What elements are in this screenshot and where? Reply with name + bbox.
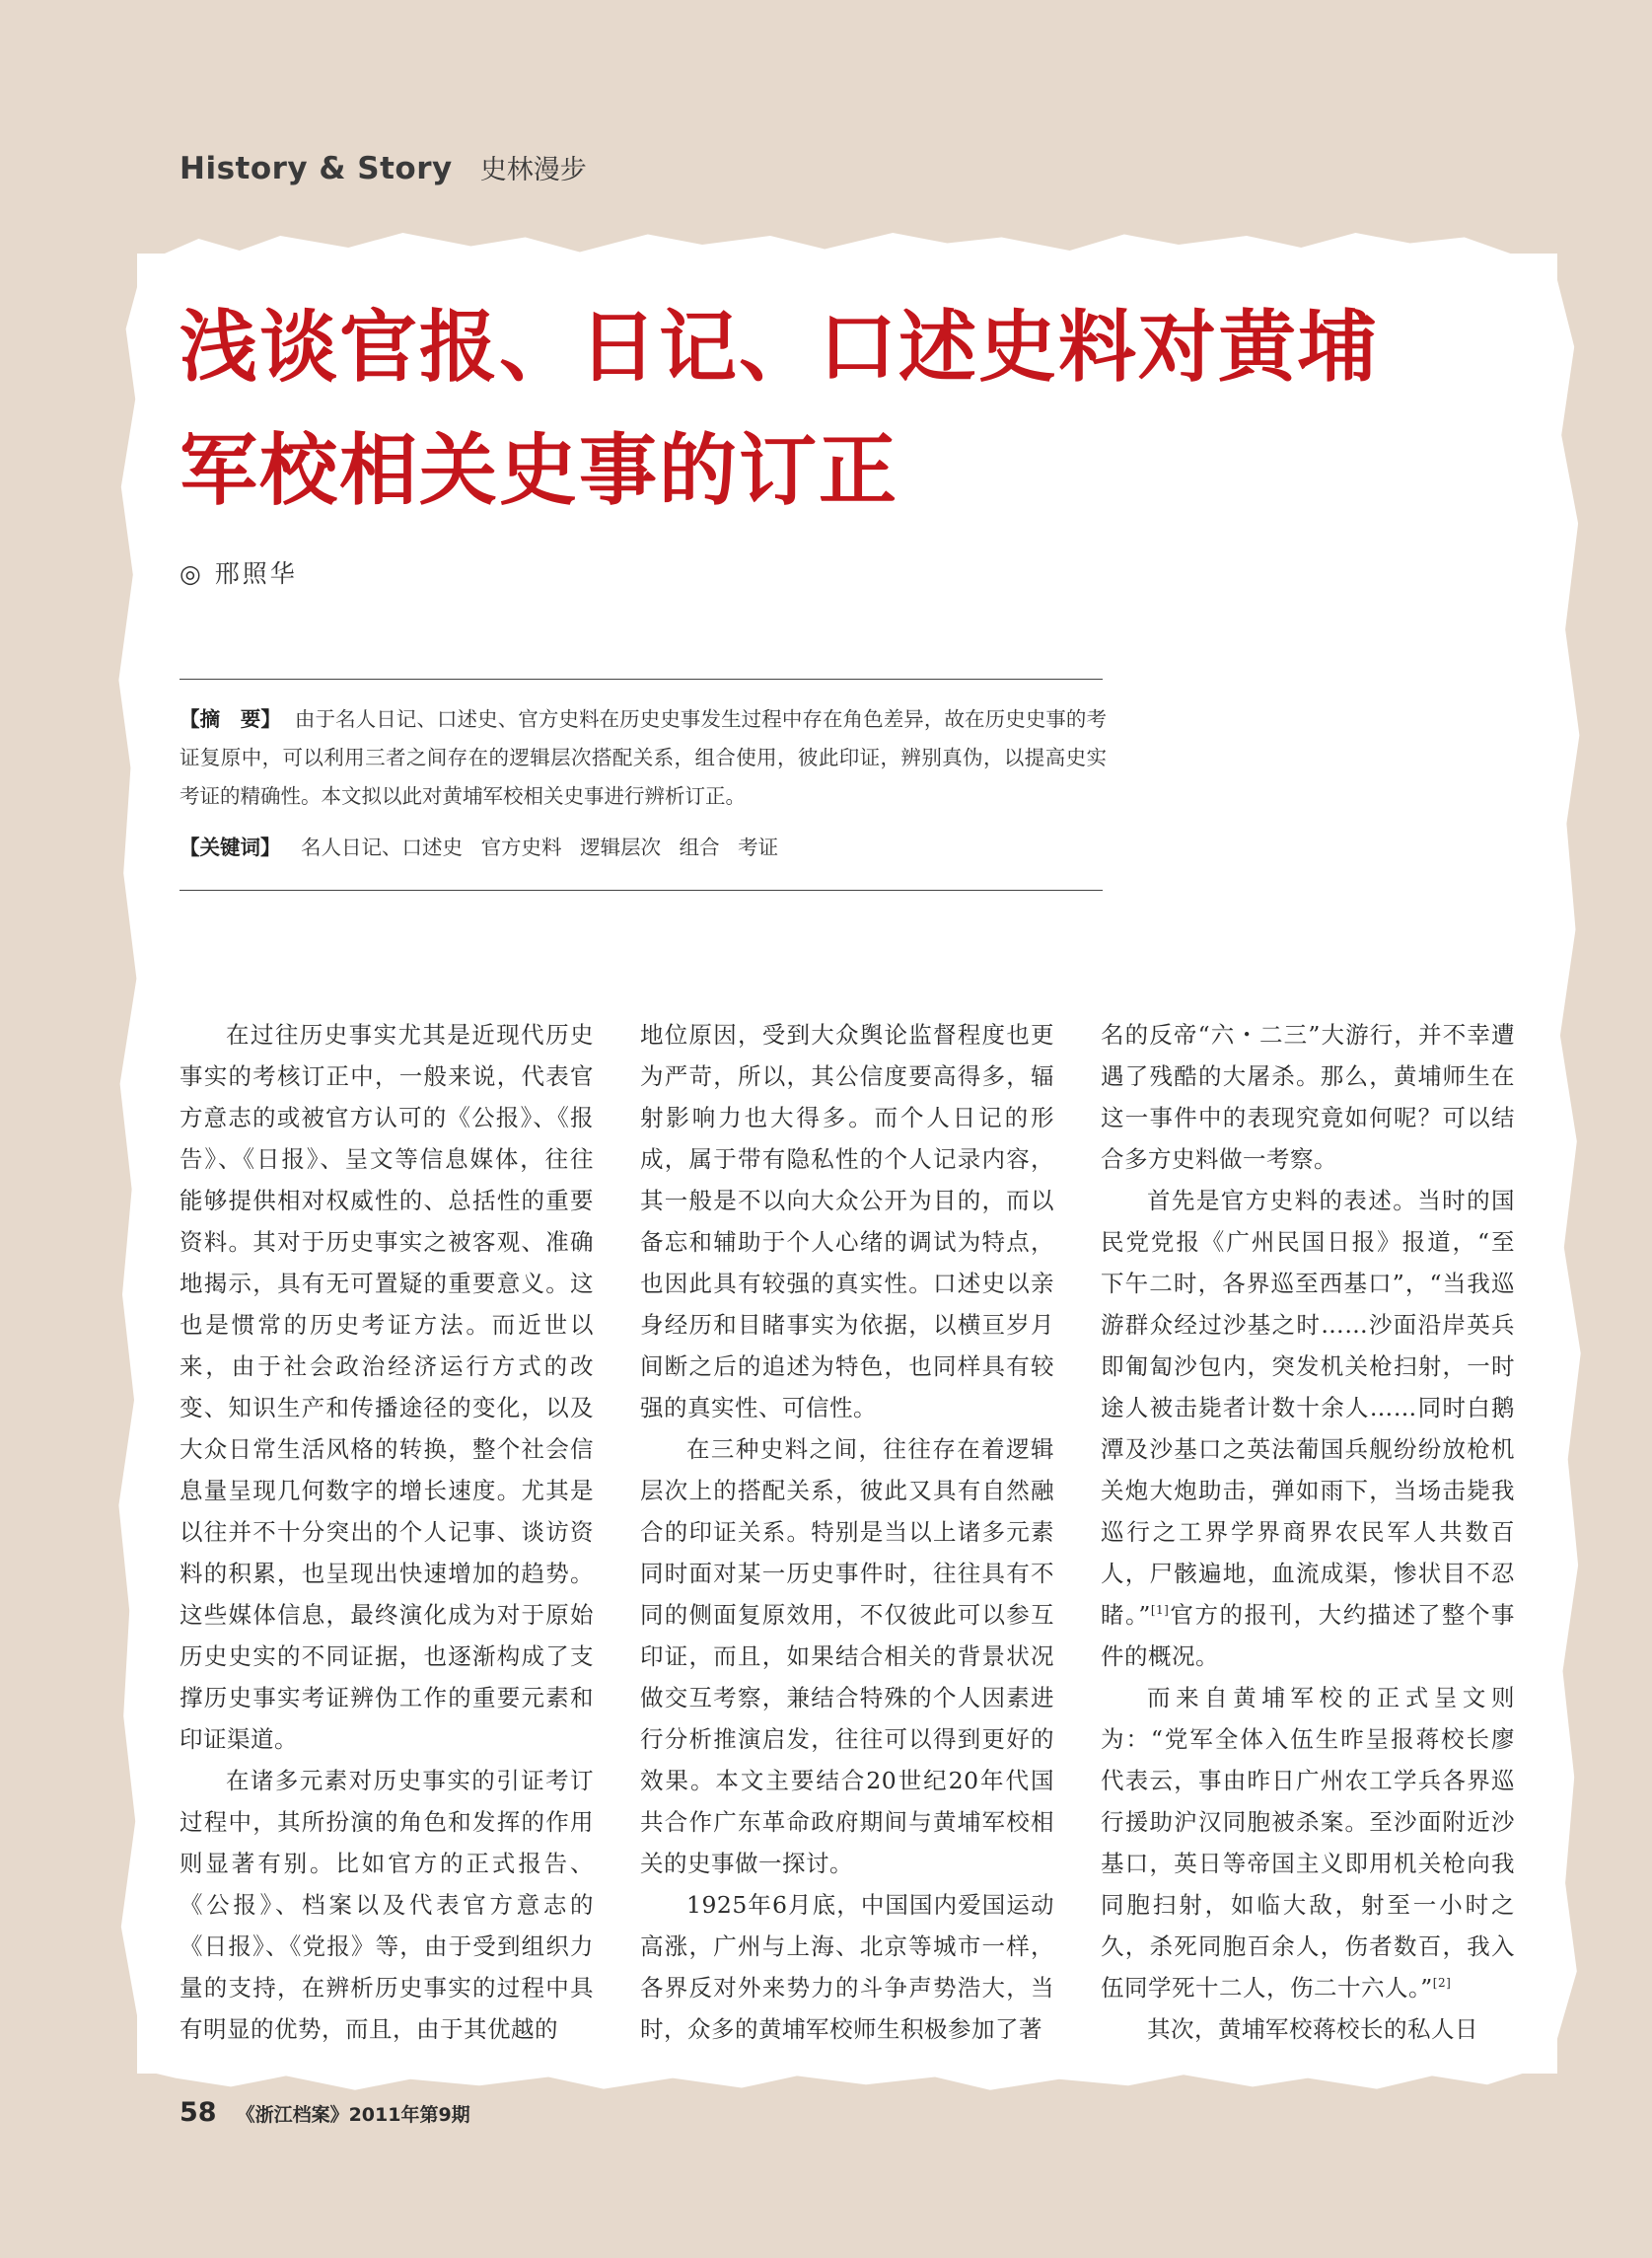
page-number: 58	[180, 2097, 217, 2128]
abstract-text: 由于名人日记、口述史、官方史料在历史史事发生过程中存在角色差异，故在历史史事的考证复原中，可以利用三者之间存在的逻辑层次搭配关系，组合使用，彼此印证，辨别真伪，以提高史实考证的精确性。本文拟以此对黄埔军校相关史事进行辨析订正。	[180, 707, 1108, 808]
section-title-zh: 史林漫步	[479, 155, 587, 185]
footnote-ref: [1]	[1150, 1603, 1170, 1618]
divider-bottom	[180, 890, 1103, 891]
abstract	[180, 700, 1107, 816]
paragraph-text: 首先是官方史料的表述。当时的国民党党报《广州民国日报》报道，“至下午二时，各界巡至西基口”，“当我巡游群众经过沙基之时……沙面沿岸英兵即匍匐沙包内，突发机关枪扫射，一时途人被击毙者计数十余人……同时白鹅潭及沙基口之英法葡国兵舰纷纷放枪机关炮大炮助击，弹如雨下，当场击毙我巡行之工界学界商界农民军人共数百人，尸骸遍地，血流成渠，惨状目不忍睹。”	[1101, 1187, 1515, 1629]
article-title-line-2: 军校相关史事的订正	[180, 425, 898, 516]
torn-edge-left	[116, 276, 140, 2032]
torn-edge-bottom	[148, 2072, 1529, 2093]
article-author: ◎ 邢照华	[180, 559, 298, 588]
article-title	[180, 286, 1521, 533]
torn-edge-right	[1556, 276, 1582, 2042]
keyword: 逻辑层次	[580, 836, 662, 859]
paragraph: 1925年6月底，中国国内爱国运动高涨，广州与上海、北京等城市一样，各界反对外来势力的斗争声势浩大，当时，众多的黄埔军校师生积极参加了著	[640, 1891, 1054, 2043]
paragraph	[1101, 1677, 1515, 2008]
keywords	[180, 831, 790, 860]
paragraph: 在诸多元素对历史事实的引证考订过程中，其所扮演的角色和发挥的作用则显著有别。比如官方的正式报告、《公报》、档案以及代表官方意志的《日报》、《党报》等，由于受到组织力量的支持，在辨析历史事实的过程中具有明显的优势，而且，由于其优越的	[180, 1767, 594, 2043]
torn-edge-top	[158, 227, 1519, 256]
keyword: 名人日记、口述史	[301, 836, 464, 859]
page-footer	[180, 2097, 470, 2128]
keyword: 考证	[738, 836, 779, 859]
paragraph: 名的反帝“六・二三”大游行，并不幸遭遇了残酷的大屠杀。那么，黄埔师生在这一事件中的表现究竟如何呢？可以结合多方史料做一考察。	[1101, 1021, 1515, 1173]
paragraph: 其次，黄埔军校蒋校长的私人日	[1147, 2015, 1478, 2043]
paragraph: 在三种史料之间，往往存在着逻辑层次上的搭配关系，彼此又具有自然融合的印证关系。特别是当以上诸多元素同时面对某一历史事件时，往往具有不同的侧面复原效用，不仅彼此可以参互印证，而且，如果结合相关的背景状况做交互考察，兼结合特殊的个人因素进行分析推演启发，往往可以得到更好的效果。本文主要结合20世纪20年代国共合作广东革命政府期间与黄埔军校相关的史事做一探讨。	[640, 1435, 1054, 1877]
paragraph: 在过往历史事实尤其是近现代历史事实的考核订正中，一般来说，代表官方意志的或被官方认可的《公报》、《报告》、《日报》、呈文等信息媒体，往往能够提供相对权威性的、总括性的重要资料。其对于历史事实之被客观、准确地揭示，具有无可置疑的重要意义。这也是惯常的历史考证方法。而近世以来，由于社会政治经济运行方式的改变、知识生产和传播途径的变化，以及大众日常生活风格的转换，整个社会信息量呈现几何数字的增长速度。尤其是以往并不十分突出的个人记事、谈访资料的积累，也呈现出快速增加的趋势。这些媒体信息，最终演化成为对于原始历史史实的不同证据，也逐渐构成了支撑历史事实考证辨伪工作的重要元素和印证渠道。	[180, 1021, 594, 1753]
keyword: 组合	[679, 836, 720, 859]
journal-citation: 《浙江档案》2011年第9期	[236, 2104, 470, 2126]
keyword: 官方史料	[480, 836, 562, 859]
section-title-en: History & Story	[180, 151, 453, 186]
section-header	[180, 148, 587, 186]
paragraph-text: 而来自黄埔军校的正式呈文则为：“党军全体入伍生昨呈报蒋校长廖代表云，事由昨日广州农工学兵各界巡行援助沪汉同胞被杀案。至沙面附近沙基口，英日等帝国主义即用机关枪向我同胞扫射，如临大敌，射至一小时之久，杀死同胞百余人，伤者数百，我入伍同学死十二人，伤二十六人。”	[1101, 1684, 1515, 2002]
body-column-3	[1101, 1014, 1515, 2050]
article-title-line-1: 浅谈官报、日记、口述史料对黄埔	[180, 302, 1378, 393]
footnote-ref: [2]	[1432, 1976, 1452, 1991]
abstract-label: 【摘 要】	[180, 707, 281, 731]
body-column-1	[180, 1014, 594, 2050]
body-column-2	[640, 1014, 1054, 2050]
paragraph-text: 官方的报刊，大约描述了整个事件的概况。	[1101, 1601, 1516, 1670]
divider-top	[180, 679, 1103, 680]
paragraph	[1101, 1180, 1515, 1677]
paragraph: 地位原因，受到大众舆论监督程度也更为严苛，所以，其公信度要高得多，辐射影响力也大得多。而个人日记的形成，属于带有隐私性的个人记录内容，其一般是不以向大众公开为目的，而以备忘和辅助于个人心绪的调试为特点，也因此具有较强的真实性。口述史以亲身经历和目睹事实为依据，以横亘岁月间断之后的追述为特色，也同样具有较强的真实性、可信性。	[640, 1021, 1054, 1421]
keywords-label: 【关键词】	[180, 836, 281, 859]
